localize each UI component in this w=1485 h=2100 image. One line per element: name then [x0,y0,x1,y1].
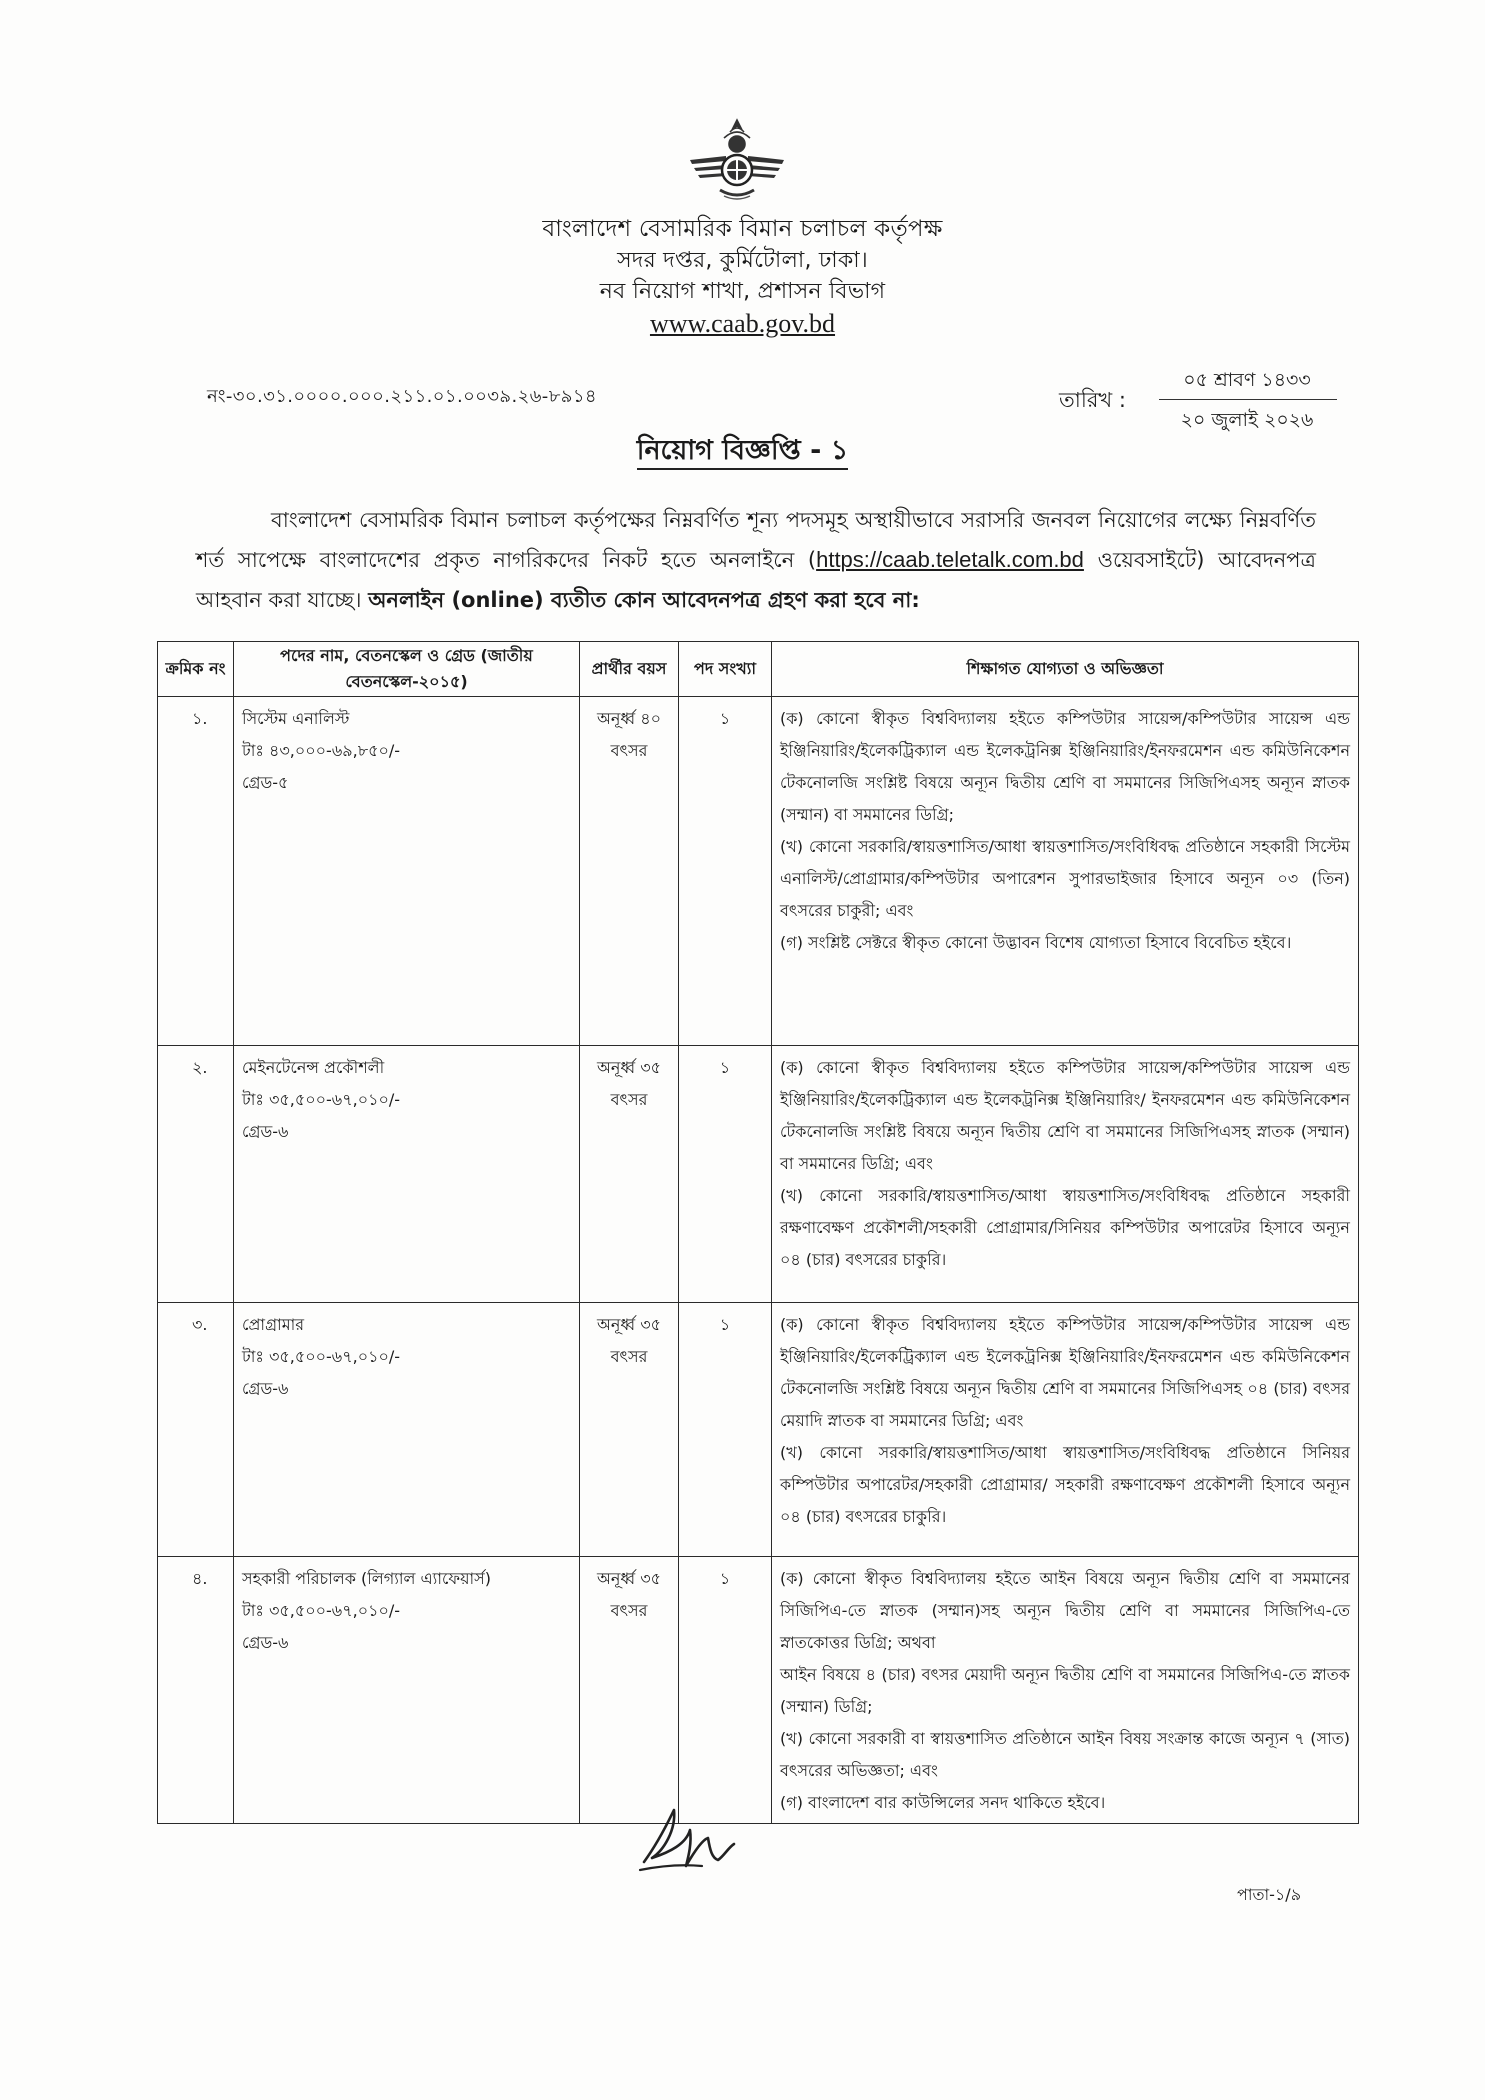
application-link[interactable]: https://caab.teletalk.com.bd [816,547,1084,572]
cell-serial: ২. [158,1046,234,1303]
qualification-item: (খ) কোনো সরকারী বা স্বায়ত্তশাসিত প্রতিষ্ঠানে আইন বিষয় সংক্রান্ত কাজে অন্যূন ৭ (সাত) বৎসরের অভিজ্ঞতা; এবং [780,1729,1350,1780]
intro-bold-note: অনলাইন (online) ব্যতীত কোন আবেদনপত্র গ্রহণ করা হবে না: [368,588,920,612]
cell-post [234,1046,580,1303]
pay-grade: গ্রেড-৬ [242,1122,289,1141]
cell-age: অনূর্ধ্ব ৪০ বৎসর [580,697,679,1046]
post-name: সিস্টেম এনালিস্ট [242,709,350,728]
memo-number: নং-৩০.৩১.০০০০.০০০.২১১.০১.০০৩৯.২৬-৮৯১৪ [207,386,598,407]
post-name: সহকারী পরিচালক (লিগ্যাল এ্যাফেয়ার্স) [242,1569,491,1588]
pay-grade: গ্রেড-৬ [242,1379,289,1398]
date-divider [1159,399,1337,400]
cell-serial: ৩. [158,1303,234,1557]
cell-count: ১ [679,1557,772,1824]
pay-scale: টাঃ ৩৫,৫০০-৬৭,০১০/- [242,1090,401,1109]
date-block [1059,366,1339,436]
header-count: পদ সংখ্যা [679,642,772,697]
caab-emblem-icon [686,114,788,214]
qualification-item: আইন বিষয়ে ৪ (চার) বৎসর মেয়াদী অন্যূন দ্বিতীয় শ্রেণি বা সমমানের সিজিপিএ-তে স্নাতক (সম্মান) ডিগ্রি; [780,1665,1350,1716]
cell-post [234,697,580,1046]
table-row [158,1303,1359,1557]
table-header-row [158,642,1359,697]
cell-serial: ১. [158,697,234,1046]
qualification-item: (খ) কোনো সরকারি/স্বায়ত্তশাসিত/আধা স্বায়ত্তশাসিত/সংবিধিবদ্ধ প্রতিষ্ঠানে সহকারী সিস্টেম এনালিস্ট/প্রোগ্রামার/কম্পিউটার অপারেশন সুপারভাইজার হিসাবে অন্যূন ০৩ (তিন) বৎসরের চাকুরী; এবং [780,837,1350,920]
cell-count: ১ [679,697,772,1046]
cell-qualification [772,1557,1359,1824]
table-row [158,697,1359,1046]
table-row [158,1557,1359,1824]
intro-paragraph [196,500,1316,620]
website-link[interactable]: www.caab.gov.bd [649,309,836,338]
section-name: নব নিয়োগ শাখা, প্রশাসন বিভাগ [599,279,886,304]
qualification-item: (ক) কোনো স্বীকৃত বিশ্ববিদ্যালয় হইতে কম্পিউটার সায়েন্স/কম্পিউটার সায়েন্স এন্ড ইঞ্জিনিয়ারিং/ইলেকট্রিক্যাল এন্ড ইলেকট্রনিক্স ইঞ্জিনিয়ারিং/ইনফরমেশন এন্ড কমিউনিকেশন টেকনোলজি সংশ্লিষ্ট বিষয়ে অন্যূন দ্বিতীয় শ্রেণি বা সমমানের সিজিপিএসহ ০৪ (চার) বৎসর মেয়াদি স্নাতক বা সমমানের ডিগ্রি; এবং [780,1315,1350,1430]
page-number: পাতা-১/৯ [1237,1885,1302,1904]
cell-qualification [772,697,1359,1046]
organization-name: বাংলাদেশ বেসামরিক বিমান চলাচল কর্তৃপক্ষ [542,216,943,242]
qualification-item: (খ) কোনো সরকারি/স্বায়ত্তশাসিত/আধা স্বায়ত্তশাসিত/সংবিধিবদ্ধ প্রতিষ্ঠানে সহকারী রক্ষণাবেক্ষণ প্রকৌশলী/সহকারী প্রোগ্রামার/সিনিয়র কম্পিউটার অপারেটর হিসাবে অন্যূন ০৪ (চার) বৎসরের চাকুরি। [780,1186,1350,1269]
table-row [158,1046,1359,1303]
qualification-item: (খ) কোনো সরকারি/স্বায়ত্তশাসিত/আধা স্বায়ত্তশাসিত/সংবিধিবদ্ধ প্রতিষ্ঠানে সিনিয়র কম্পিউটার অপারেটর/সহকারী প্রোগ্রামার/ সহকারী রক্ষণাবেক্ষণ প্রকৌশলী হিসাবে অন্যূন ০৪ (চার) বৎসরের চাকুরি। [780,1443,1350,1526]
office-address: সদর দপ্তর, কুর্মিটোলা, ঢাকা। [617,248,868,273]
qualification-item: (গ) বাংলাদেশ বার কাউন্সিলের সনদ থাকিতে হইবে। [780,1793,1106,1812]
letterhead [340,214,1145,341]
intro-text: বাংলাদেশ বেসামরিক বিমান চলাচল কর্তৃপক্ষের নিম্নবর্ণিত শূন্য পদসমূহ অস্থায়ীভাবে সরাসরি জনবল নিয়োগের লক্ষ্যে নিম্নবর্ণিত শর্ত সাপেক্ষে বাংলাদেশের প্রকৃত নাগরিকদের নিকট হতে অনলাইনে ( [196,508,1316,572]
cell-age: অনূর্ধ্ব ৩৫ বৎসর [580,1303,679,1557]
cell-post [234,1557,580,1824]
cell-age: অনূর্ধ্ব ৩৫ বৎসর [580,1046,679,1303]
post-name: মেইনটেনেন্স প্রকৌশলী [242,1058,385,1077]
qualification-item: (ক) কোনো স্বীকৃত বিশ্ববিদ্যালয় হইতে কম্পিউটার সায়েন্স/কম্পিউটার সায়েন্স এন্ড ইঞ্জিনিয়ারিং/ইলেকট্রিক্যাল এন্ড ইলেকট্রনিক্স ইঞ্জিনিয়ারিং/ইনফরমেশন এন্ড কমিউনিকেশন টেকনোলজি সংশ্লিষ্ট বিষয়ে অন্যূন দ্বিতীয় শ্রেণি বা সমমানের সিজিপিএসহ অন্যূন স্নাতক (সম্মান) বা সমমানের ডিগ্রি; [780,709,1350,824]
header-post: পদের নাম, বেতনস্কেল ও গ্রেড (জাতীয় বেতনস্কেল-২০১৫) [234,642,580,697]
pay-grade: গ্রেড-৫ [242,773,289,792]
header-age: প্রার্থীর বয়স [580,642,679,697]
pay-grade: গ্রেড-৬ [242,1633,289,1652]
pay-scale: টাঃ ৩৫,৫০০-৬৭,০১০/- [242,1601,401,1620]
header-qualification: শিক্ষাগত যোগ্যতা ও অভিজ্ঞতা [772,642,1359,697]
cell-post [234,1303,580,1557]
cell-qualification [772,1303,1359,1557]
qualification-item: (গ) সংশ্লিষ্ট সেক্টরে স্বীকৃত কোনো উদ্ভাবন বিশেষ যোগ্যতা হিসাবে বিবেচিত হইবে। [780,933,1292,952]
pay-scale: টাঃ ৩৫,৫০০-৬৭,০১০/- [242,1347,401,1366]
date-gregorian: ২০ জুলাই ২০২৬ [1180,409,1314,431]
date-label: তারিখ : [1059,388,1126,412]
intro-text-2: ওয়েবসাইটে) আবেদনপত্র আহবান করা যাচ্ছে। [196,548,1316,612]
cell-age: অনূর্ধ্ব ৩৫ বৎসর [580,1557,679,1824]
post-name: প্রোগ্রামার [242,1315,305,1334]
posts-table [157,641,1359,1824]
notice-title-wrap [0,430,1485,475]
cell-count: ১ [679,1046,772,1303]
qualification-item: (ক) কোনো স্বীকৃত বিশ্ববিদ্যালয় হইতে আইন বিষয়ে অন্যূন দ্বিতীয় শ্রেণি বা সমমানের সিজিপিএ-তে স্নাতক (সম্মান)সহ অন্যূন দ্বিতীয় শ্রেণি বা সমমানের সিজিপিএ-তে স্নাতকোত্তর ডিগ্রি; অথবা [780,1569,1350,1652]
cell-serial: ৪. [158,1557,234,1824]
cell-qualification [772,1046,1359,1303]
cell-count: ১ [679,1303,772,1557]
date-bangla: ০৫ শ্রাবণ ১৪৩৩ [1183,369,1311,391]
handwritten-signature [630,1800,750,1880]
qualification-item: (ক) কোনো স্বীকৃত বিশ্ববিদ্যালয় হইতে কম্পিউটার সায়েন্স/কম্পিউটার সায়েন্স এন্ড ইঞ্জিনিয়ারিং/ইলেকট্রিক্যাল এন্ড ইলেকট্রনিক্স ইঞ্জিনিয়ারিং/ ইনফরমেশন এন্ড কমিউনিকেশন টেকনোলজি সংশ্লিষ্ট বিষয়ে অন্যূন দ্বিতীয় শ্রেণি বা সমমানের সিজিপিএসহ স্নাতক (সম্মান) বা সমমানের ডিগ্রি; এবং [780,1058,1350,1173]
notice-title: নিয়োগ বিজ্ঞপ্তি - ১ [637,435,849,470]
pay-scale: টাঃ ৪৩,০০০-৬৯,৮৫০/- [242,741,401,760]
header-serial: ক্রমিক নং [158,642,234,697]
